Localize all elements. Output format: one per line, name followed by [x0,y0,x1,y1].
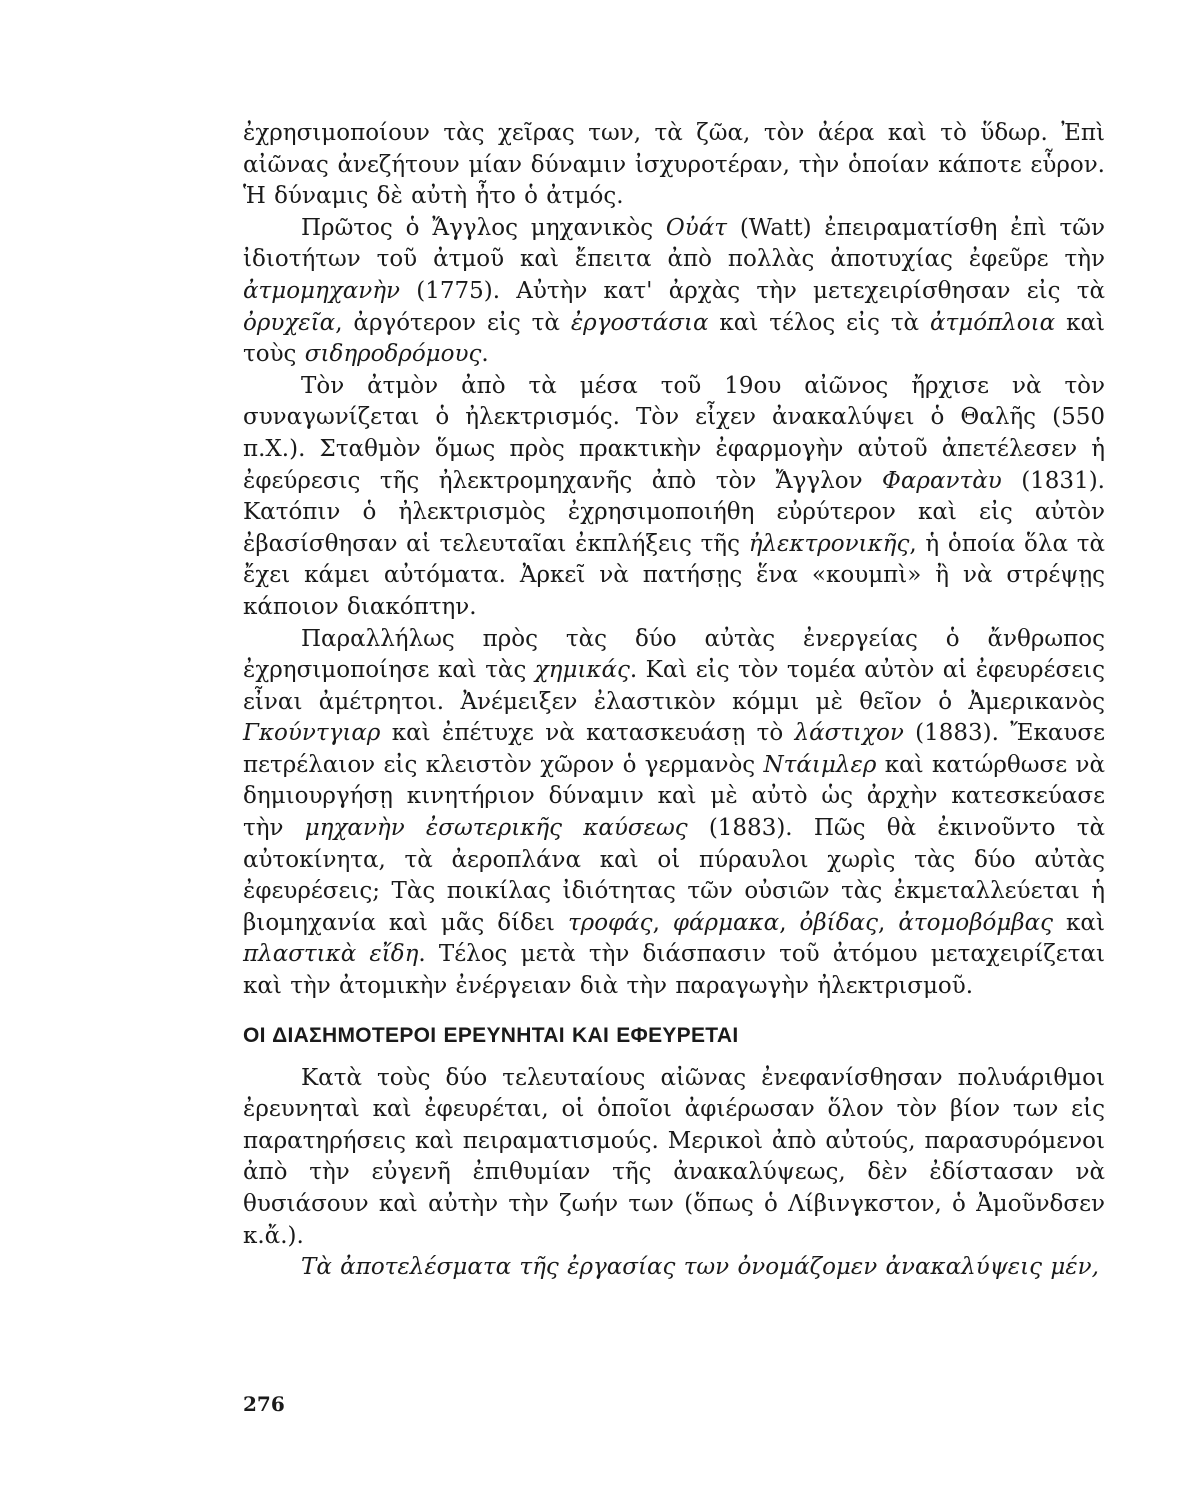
text: Τὸν ἀτμὸν ἀπὸ τὰ μέσα τοῦ 19ου αἰῶνος ἤρχισε νὰ τὸν συναγωνίζεται ὁ ἠλεκτρισμός. Τὸν εἶχεν ἀνακαλύψει ὁ Θαλῆς (550 π.Χ.). Σταθμὸν ὅμως πρὸς πρακτικὴν ἐφαρμογὴν αὐτοῦ ἀπετέλεσεν ἡ ἐφεύρεσις τῆς ἠλεκτρομηχανῆς ἀπὸ τὸν Ἄγγλον [243,372,1105,494]
text: , [779,909,800,936]
text: καὶ [1053,909,1105,936]
term-drugs: φάρμακα [672,909,780,936]
term-chemicals: χημικάς [534,657,630,684]
term-steam-engine: ἀτμομηχανὴν [243,277,400,304]
term-rubber: λάστιχον [794,720,904,747]
text: . Τέλος μετὰ τὴν διάσπασιν τοῦ ἀτόμου μεταχειρίζεται καὶ τὴν ἀτομικὴν ἐνέργειαν διὰ τὴν παραγωγὴν ἠλεκτρισμοῦ. [243,941,1105,1000]
term-mines: ὀρυχεῖα [243,309,336,336]
text: καὶ ἐπέτυχε νὰ κατασκευάσῃ τὸ [380,720,795,747]
text: , ἡ ὁποία ὅλα τὰ ἔχει κάμει αὐτόματα. Ἀρκεῖ νὰ πατήσῃς ἕνα «κουμπὶ» ἢ νὰ στρέψῃς κάποιον διακόπτην. [243,530,1105,620]
term-shells: ὀβίδας [799,909,878,936]
text: καὶ τοὺς [243,309,1105,368]
text: Παραλλήλως πρὸς τὰς δύο αὐτὰς ἐνεργείας ὁ ἄνθρωπος ἐχρησιμοποίησε καὶ τὰς [243,625,1105,684]
page-number: 276 [243,1392,285,1416]
page-body [243,118,1105,1284]
paragraph-researchers: Κατὰ τοὺς δύο τελευταίους αἰῶνας ἐνεφανίσθησαν πολυάριθμοι ἐρευνηταὶ καὶ ἐφευρέται, οἱ ὁποῖοι ἀφιέρωσαν ὅλον τὸν βίον των εἰς παρατηρήσεις καὶ πειραματισμούς. Μερικοὶ ἀπὸ αὐτούς, παρασυρόμενοι ἀπὸ τὴν εὐγενῆ ἐπιθυμίαν τῆς ἀνακαλύψεως, δὲν ἐδίστασαν νὰ θυσιάσουν καὶ αὐτὴν τὴν ζωήν των (ὅπως ὁ Λίβινγκστον, ὁ Ἀμοῦνδσεν κ.ἄ.). [243,1064,1105,1249]
name-faraday: Φαραντὰυ [882,467,1002,494]
text: (1775). Αὐτὴν κατ' ἀρχὰς τὴν μετεχειρίσθησαν εἰς τὰ [400,277,1105,304]
text: (Watt) ἐπειραματίσθη ἐπὶ τῶν ἰδιοτήτων τοῦ ἀτμοῦ καὶ ἔπειτα ἀπὸ πολλὰς ἀποτυχίας ἐφεῦρε τὴν [243,214,1105,273]
term-steamships: ἀτμόπλοια [930,309,1056,336]
text: , [652,909,673,936]
paragraph-electricity [243,371,1105,624]
text: . Καὶ εἰς τὸν τομέα αὐτὸν αἱ ἐφευρέσεις εἶναι ἀμέτρητοι. Ἀνέμειξεν ἐλαστικὸν κόμμι μὲ θεῖον ὁ Ἀμερικανὸς [243,657,1106,715]
name-goodyear: Γκούντγιαρ [243,720,381,747]
paragraph-chemistry [243,624,1105,1003]
text: (1883). Πῶς θὰ ἐκινοῦντο τὰ αὐτοκίνητα, τὰ ἀεροπλάνα καὶ οἱ πύραυλοι χωρὶς τὰς δύο αὐτὰς ἐφευρέσεις; Τὰς ποικίλας ἰδιότητας τῶν οὐσιῶν τὰς ἐκμεταλλεύεται ἡ βιομηχανία καὶ μᾶς δίδει [243,815,1106,936]
term-internal-combustion: μηχανὴν ἐσωτερικῆς καύσεως [304,815,688,842]
text: καὶ κατώρθωσε νὰ δημιουργήσῃ κινητήριον δύναμιν καὶ μὲ αὐτὸ ὡς ἀρχὴν κατεσκεύασε τὴν [243,751,1105,842]
text: Πρῶτος ὁ Ἄγγλος μηχανικὸς [301,214,666,241]
text: , [877,909,899,936]
term-electronics: ἠλεκτρονικῆς [748,530,910,557]
text: (1831). Κατόπιν ὁ ἠλεκτρισμὸς ἐχρησιμοποιήθη εὐρύτερον καὶ εἰς αὐτὸν ἐβασίσθησαν αἱ τελευταῖαι ἐκπλήξεις τῆς [243,467,1105,557]
term-plastics: πλαστικὰ εἴδη [243,941,419,968]
term-atomic-bombs: ἀτομοβόμβας [898,909,1054,936]
section-heading: ΟΙ ΔΙΑΣΗΜΟΤΕΡΟΙ ΕΡΕΥΝΗΤΑΙ ΚΑΙ ΕΦΕΥΡΕΤΑΙ [243,1023,739,1047]
paragraph-steam [243,213,1105,371]
term-food: τροφάς [567,909,653,936]
text: . [481,341,489,368]
name-watt: Οὐάτ [665,214,727,241]
name-daimler: Ντάιμλερ [763,751,877,778]
text: καὶ τέλος εἰς τὰ [708,309,930,336]
paragraph-intro: ἐχρησιμοποίουν τὰς χεῖρας των, τὰ ζῶα, τὸν ἀέρα καὶ τὸ ὕδωρ. Ἐπὶ αἰῶνας ἀνεζήτουν μίαν δύναμιν ἰσχυροτέραν, τὴν ὁποίαν κάποτε εὗρον. Ἡ δύναμις δὲ αὐτὴ ἦτο ὁ ἀτμός. [243,120,1105,210]
paragraph-results: Τὰ ἀποτελέσματα τῆς ἐργασίας των ὀνομάζομεν ἀνακαλύψεις μέν, [301,1254,1099,1281]
term-railways: σιδηροδρόμους [304,341,482,368]
text: (1883). Ἔκαυσε πετρέλαιον εἰς κλειστὸν χῶρον ὁ γερμανὸς [243,720,1105,778]
term-factories: ἐργοστάσια [570,309,709,336]
text: , ἀργότερον εἰς τὰ [335,309,571,336]
